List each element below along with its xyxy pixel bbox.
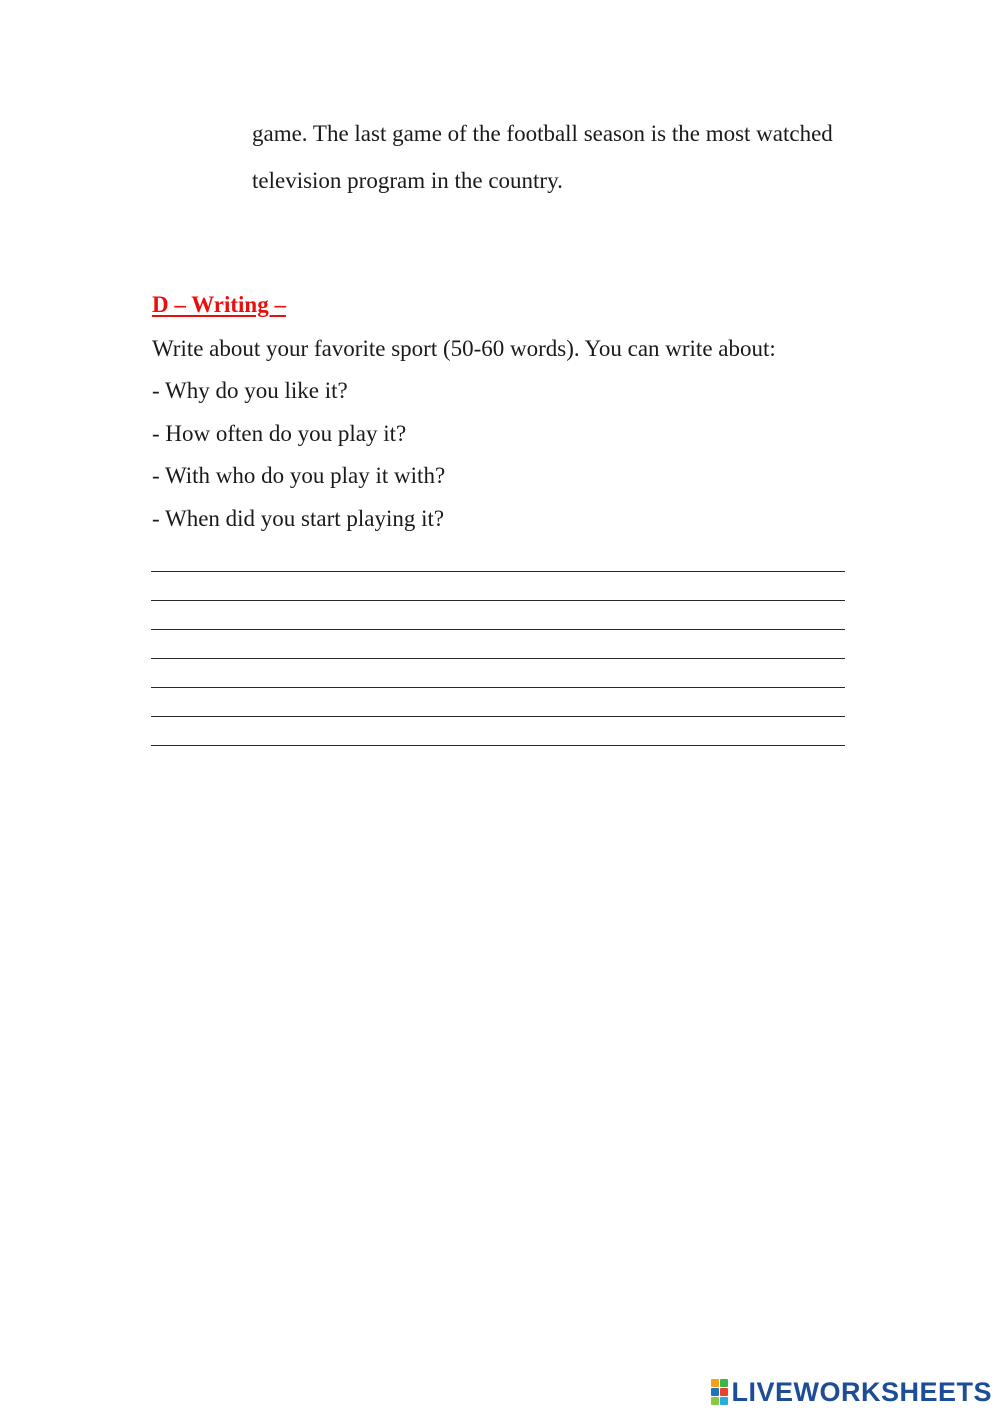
answer-line[interactable]: [151, 630, 845, 659]
prompt-item-4: - When did you start playing it?: [152, 506, 445, 531]
passage-line-1: game. The last game of the football season is the most watched: [252, 121, 833, 146]
logo-cell: [720, 1397, 728, 1405]
liveworksheets-watermark: [711, 1377, 992, 1407]
logo-cell: [720, 1388, 728, 1396]
logo-cell: [720, 1379, 728, 1387]
section-heading: D – Writing –: [152, 292, 286, 317]
prompt-item-2: - How often do you play it?: [152, 421, 407, 446]
watermark-text: LIVEWORKSHEETS: [731, 1377, 992, 1407]
logo-cell: [711, 1379, 719, 1387]
answer-writing-area[interactable]: [151, 570, 845, 746]
logo-cell: [711, 1388, 719, 1396]
answer-line[interactable]: [151, 572, 845, 601]
logo-cell: [711, 1397, 719, 1405]
prompt-item-1: - Why do you like it?: [152, 378, 348, 403]
answer-line[interactable]: [151, 659, 845, 688]
liveworksheets-logo-icon: [711, 1379, 728, 1405]
answer-line[interactable]: [151, 688, 845, 717]
answer-line[interactable]: [151, 601, 845, 630]
writing-instruction: Write about your favorite sport (50-60 words). You can write about:: [152, 336, 776, 361]
passage-line-2: television program in the country.: [252, 168, 563, 193]
prompt-item-3: - With who do you play it with?: [152, 463, 446, 488]
answer-line[interactable]: [151, 717, 845, 746]
